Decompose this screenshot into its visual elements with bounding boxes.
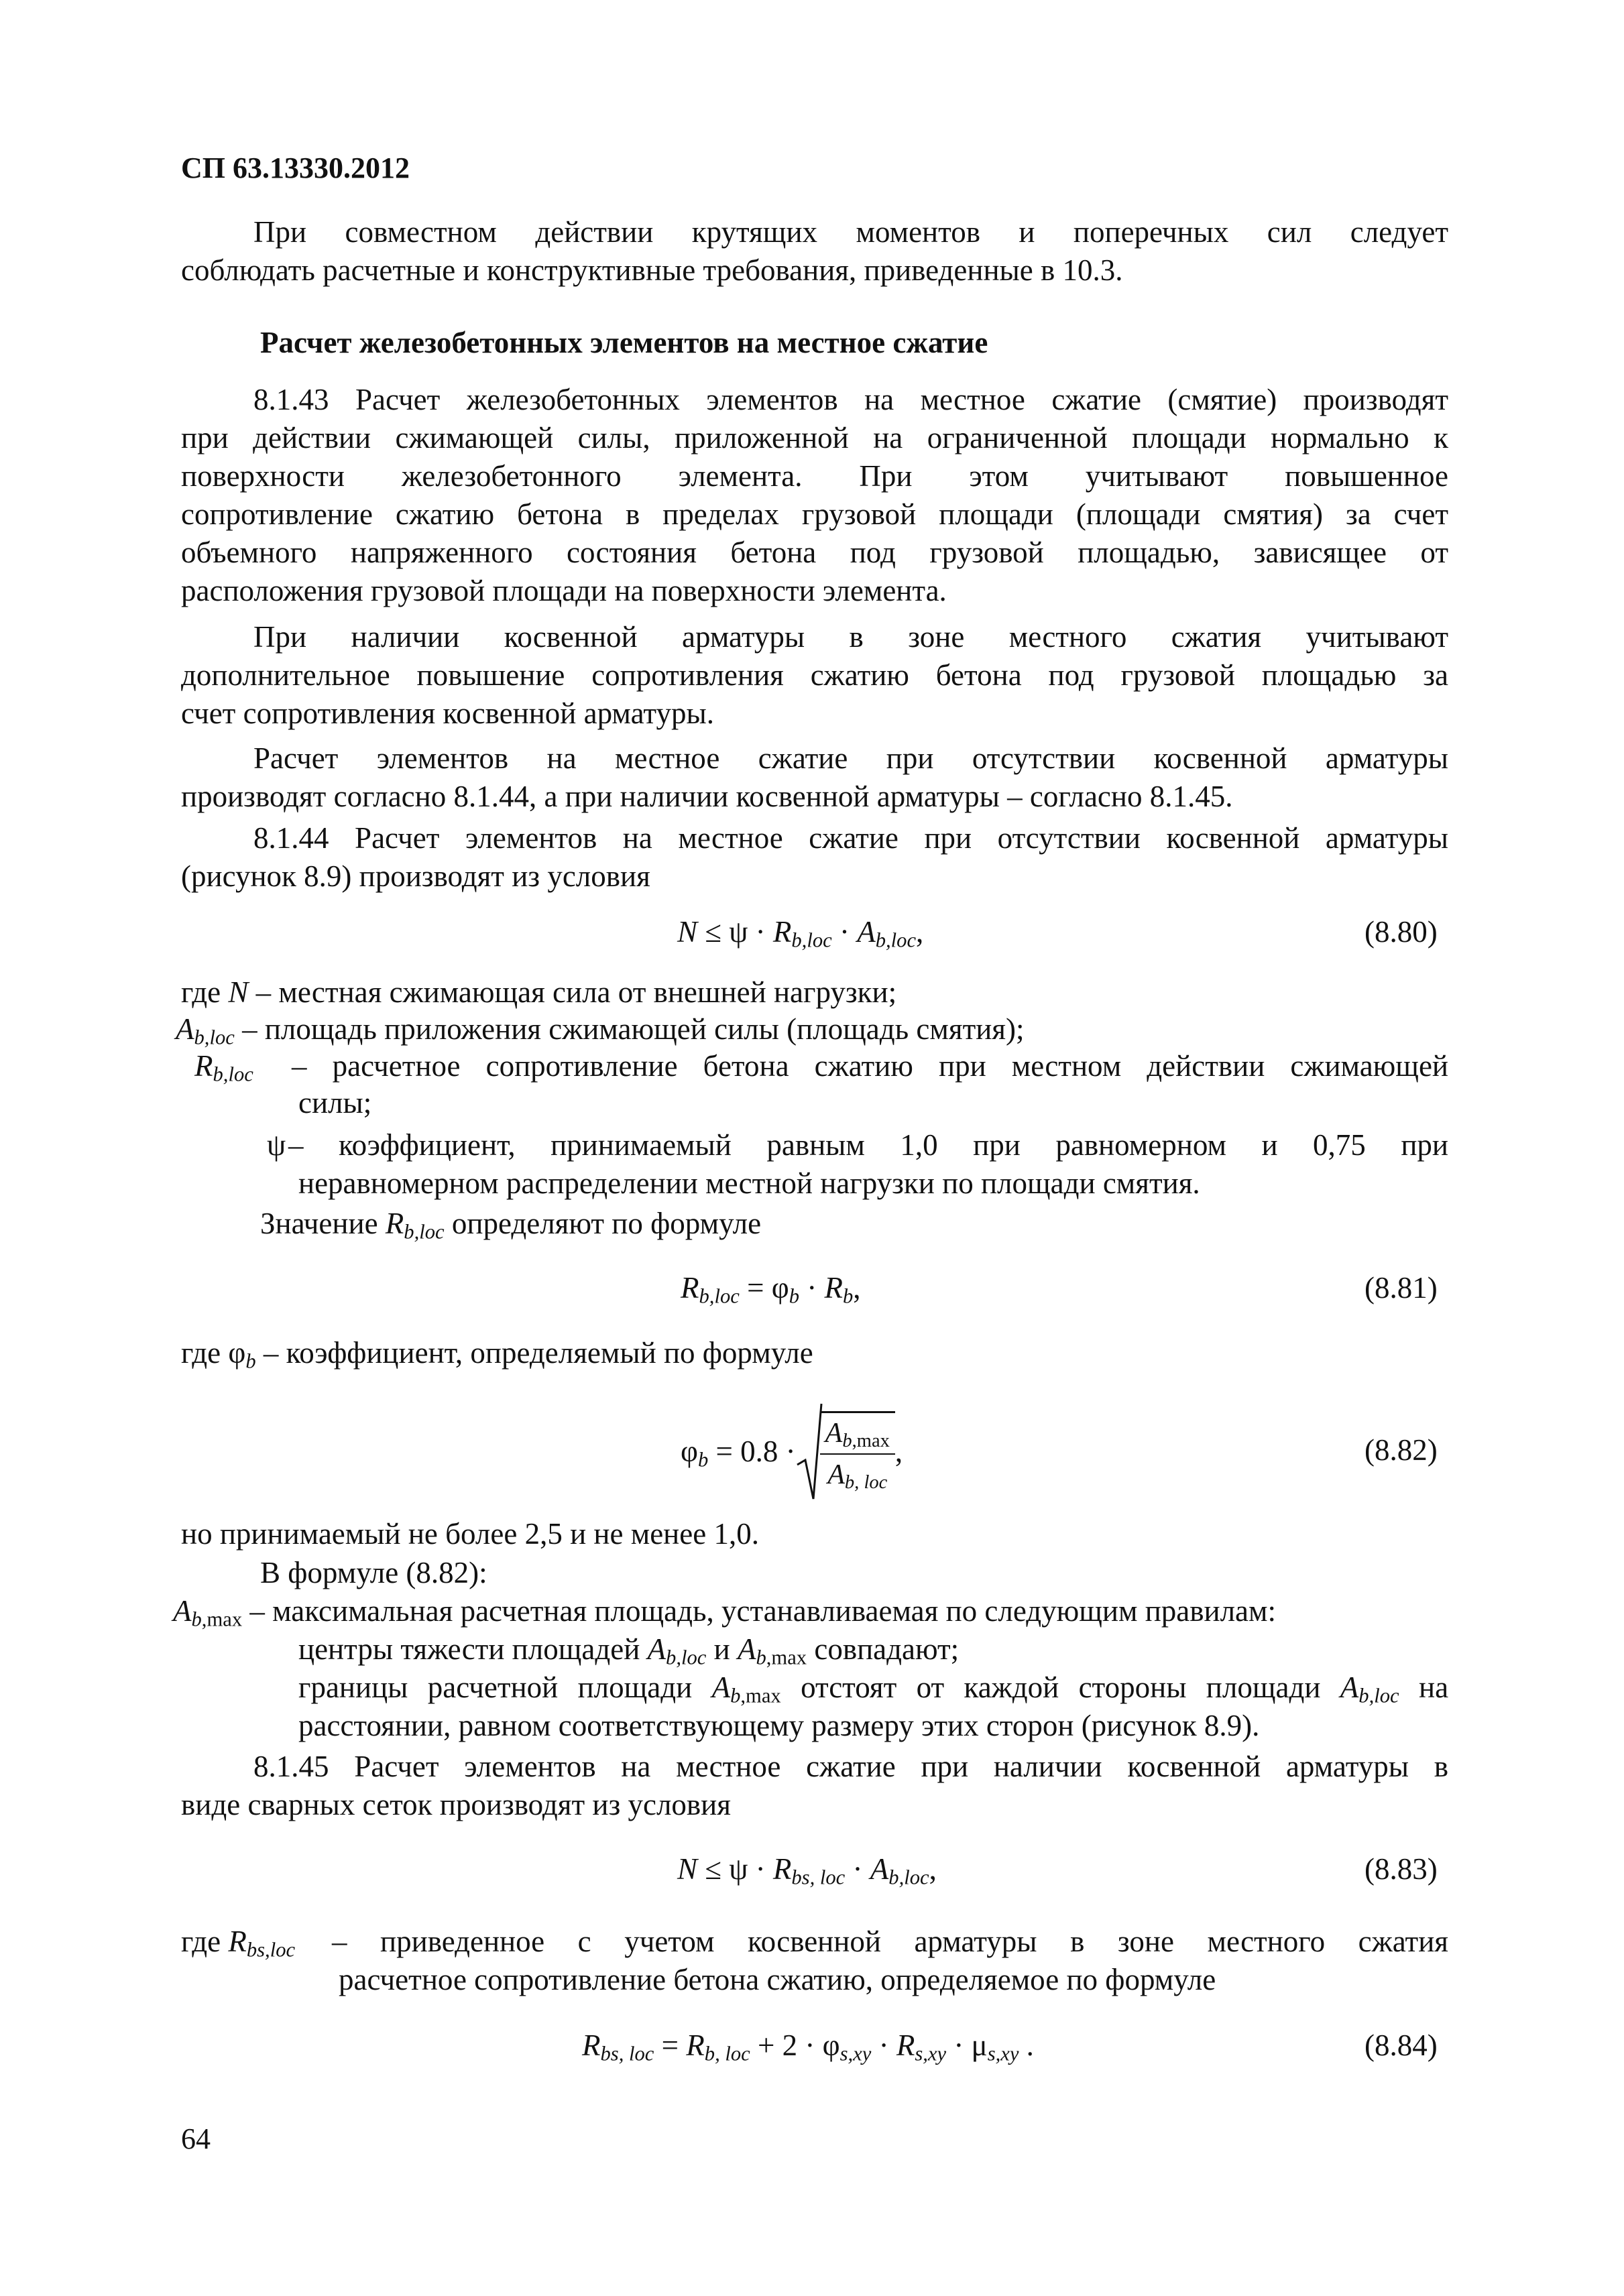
paragraph-line: границы расчетной площади $A_{b,max}$ отстоят от каждой стороны площади $A_{b,loc}$ на xyxy=(298,1671,1449,1707)
paragraph-line: 8.1.45 Расчет элементов на местное сжатие при наличии косвенной арматуры в xyxy=(253,1750,1448,1783)
definition-r-bsloc: где $R_{bs,loc}$ xyxy=(181,1925,296,1961)
document-code: СП 63.13330.2012 xyxy=(181,152,410,184)
definition-text: – площадь приложения сжимающей силы (площадь смятия); xyxy=(242,1012,1025,1046)
paragraph-line: 8.1.43 Расчет железобетонных элементов на местное сжатие (смятие) производят xyxy=(253,383,1448,416)
equation-number: (8.81) xyxy=(1365,1271,1438,1305)
paragraph-line: расстоянии, равном соответствующему размеру этих сторон (рисунок 8.9). xyxy=(298,1709,1260,1742)
paragraph-line: производят согласно 8.1.44, а при наличии косвенной арматуры – согласно 8.1.45. xyxy=(181,780,1233,813)
definition-psi: ψ xyxy=(267,1128,286,1162)
paragraph-line: При наличии косвенной арматуры в зоне местного сжатия учитывают xyxy=(253,620,1448,654)
paragraph-line: Значение $R_{b,loc}$ определяют по формуле xyxy=(260,1207,762,1244)
definition-a-bloc: $A_{b,loc}$ – площадь приложения сжимающей силы (площадь смятия); xyxy=(176,1012,1025,1049)
text-fragment: совпадают; xyxy=(814,1632,960,1666)
definition-text: – местная сжимающая сила от внешней нагрузки; xyxy=(255,975,897,1009)
text-fragment: Значение xyxy=(260,1207,378,1240)
definition-text: – приведенное с учетом косвенной арматуры в зоне местного сжатия xyxy=(332,1925,1448,1958)
definition-text: – коэффициент, принимаемый равным 1,0 при равномерном и 0,75 при xyxy=(288,1128,1448,1162)
equation-8-83: $N \le \psi \cdot R_{bs, loc} \cdot A_{b,loc}$, xyxy=(677,1852,937,1889)
paragraph-line: В формуле (8.82): xyxy=(260,1556,487,1589)
text-fragment: определяют по формуле xyxy=(451,1207,762,1240)
paragraph-line: виде сварных сеток производят из условия xyxy=(181,1788,731,1821)
sqrt-expression xyxy=(796,1401,895,1502)
radical-sign xyxy=(796,1401,823,1502)
section-title: Расчет железобетонных элементов на местное сжатие xyxy=(260,326,988,359)
definition-text: – расчетное сопротивление бетона сжатию при местном действии сжимающей xyxy=(292,1049,1448,1083)
definition-phi-b: где $\varphi_b$ – коэффициент, определяемый по формуле xyxy=(181,1336,813,1373)
definition-r-bloc: $R_{b,loc}$ xyxy=(194,1049,253,1086)
equation-number: (8.80) xyxy=(1365,915,1438,949)
coefficient: 0.8 xyxy=(740,1434,778,1468)
paragraph-line: объемного напряженного состояния бетона под грузовой площадью, зависящее от xyxy=(181,536,1448,569)
paragraph-line: центры тяжести площадей $A_{b,loc}$ и $A_{b,max}$ совпадают; xyxy=(298,1632,960,1669)
paragraph-line: соблюдать расчетные и конструктивные требования, приведенные в 10.3. xyxy=(181,253,1123,287)
text-fragment: границы расчетной площади xyxy=(298,1671,693,1704)
page-number: 64 xyxy=(181,2122,211,2155)
definition-n: где N – местная сжимающая сила от внешней нагрузки; xyxy=(181,975,897,1009)
paragraph-line: счет сопротивления косвенной арматуры. xyxy=(181,697,714,730)
paragraph-line: дополнительное повышение сопротивления сжатию бетона под грузовой площадью за xyxy=(181,658,1448,692)
definition-text: – коэффициент, определяемый по формуле xyxy=(263,1336,813,1370)
equation-8-84: $R_{bs, loc} = R_{b, loc} + 2 \cdot \varphi_{s,xy} \cdot R_{s,xy} \cdot \mu_{s,xy}$ . xyxy=(582,2029,1034,2065)
equation-8-81: $R_{b,loc} = \varphi_b \cdot R_b$, xyxy=(681,1271,861,1308)
coefficient: 2 xyxy=(782,2029,798,2062)
text-fragment: и xyxy=(713,1632,730,1666)
text-fragment: где xyxy=(181,1336,221,1370)
equation-number: (8.83) xyxy=(1365,1852,1438,1886)
paragraph-line: (рисунок 8.9) производят из условия xyxy=(181,859,650,893)
definition-text: – максимальная расчетная площадь, устанавливаемая по следующим правилам: xyxy=(249,1594,1276,1628)
equation-8-82: $\varphi_b = 0.8$ · $\frac{A_{b,max}}{A_{b, loc}}$ , xyxy=(681,1401,903,1502)
definition-a-bmax: $A_{b,max}$ – максимальная расчетная площадь, устанавливаемая по следующим правилам: xyxy=(173,1594,1276,1631)
text-fragment: где xyxy=(181,1925,221,1958)
equation-8-80: $N \le \psi \cdot R_{b,loc} \cdot A_{b,loc}$, xyxy=(677,915,924,952)
text-fragment: на xyxy=(1418,1671,1449,1704)
definition-text: силы; xyxy=(298,1086,372,1120)
text-fragment: отстоят от каждой стороны площади xyxy=(801,1671,1321,1704)
definition-text: неравномерном распределении местной нагрузки по площади смятия. xyxy=(298,1166,1200,1200)
paragraph-line: но принимаемый не более 2,5 и не менее 1,0. xyxy=(181,1517,759,1551)
text-fragment: центры тяжести площадей xyxy=(298,1632,640,1666)
definition-text: расчетное сопротивление бетона сжатию, определяемое по формуле xyxy=(339,1963,1216,1996)
equation-number: (8.84) xyxy=(1365,2029,1438,2062)
fraction: $\frac{A_{b,max}}{A_{b, loc}}$ xyxy=(820,1416,895,1492)
paragraph-line: расположения грузовой площади на поверхности элемента. xyxy=(181,574,947,607)
paragraph-line: При совместном действии крутящих моментов и поперечных сил следует xyxy=(253,215,1448,249)
paragraph-line: 8.1.44 Расчет элементов на местное сжатие при отсутствии косвенной арматуры xyxy=(253,821,1448,855)
paragraph-line: сопротивление сжатию бетона в пределах грузовой площади (площади смятия) за счет xyxy=(181,497,1448,531)
paragraph-line: при действии сжимающей силы, приложенной на ограниченной площади нормально к xyxy=(181,421,1448,455)
equation-number: (8.82) xyxy=(1365,1433,1438,1467)
paragraph-line: поверхности железобетонного элемента. При этом учитывают повышенное xyxy=(181,459,1448,493)
paragraph-line: Расчет элементов на местное сжатие при отсутствии косвенной арматуры xyxy=(253,741,1448,775)
